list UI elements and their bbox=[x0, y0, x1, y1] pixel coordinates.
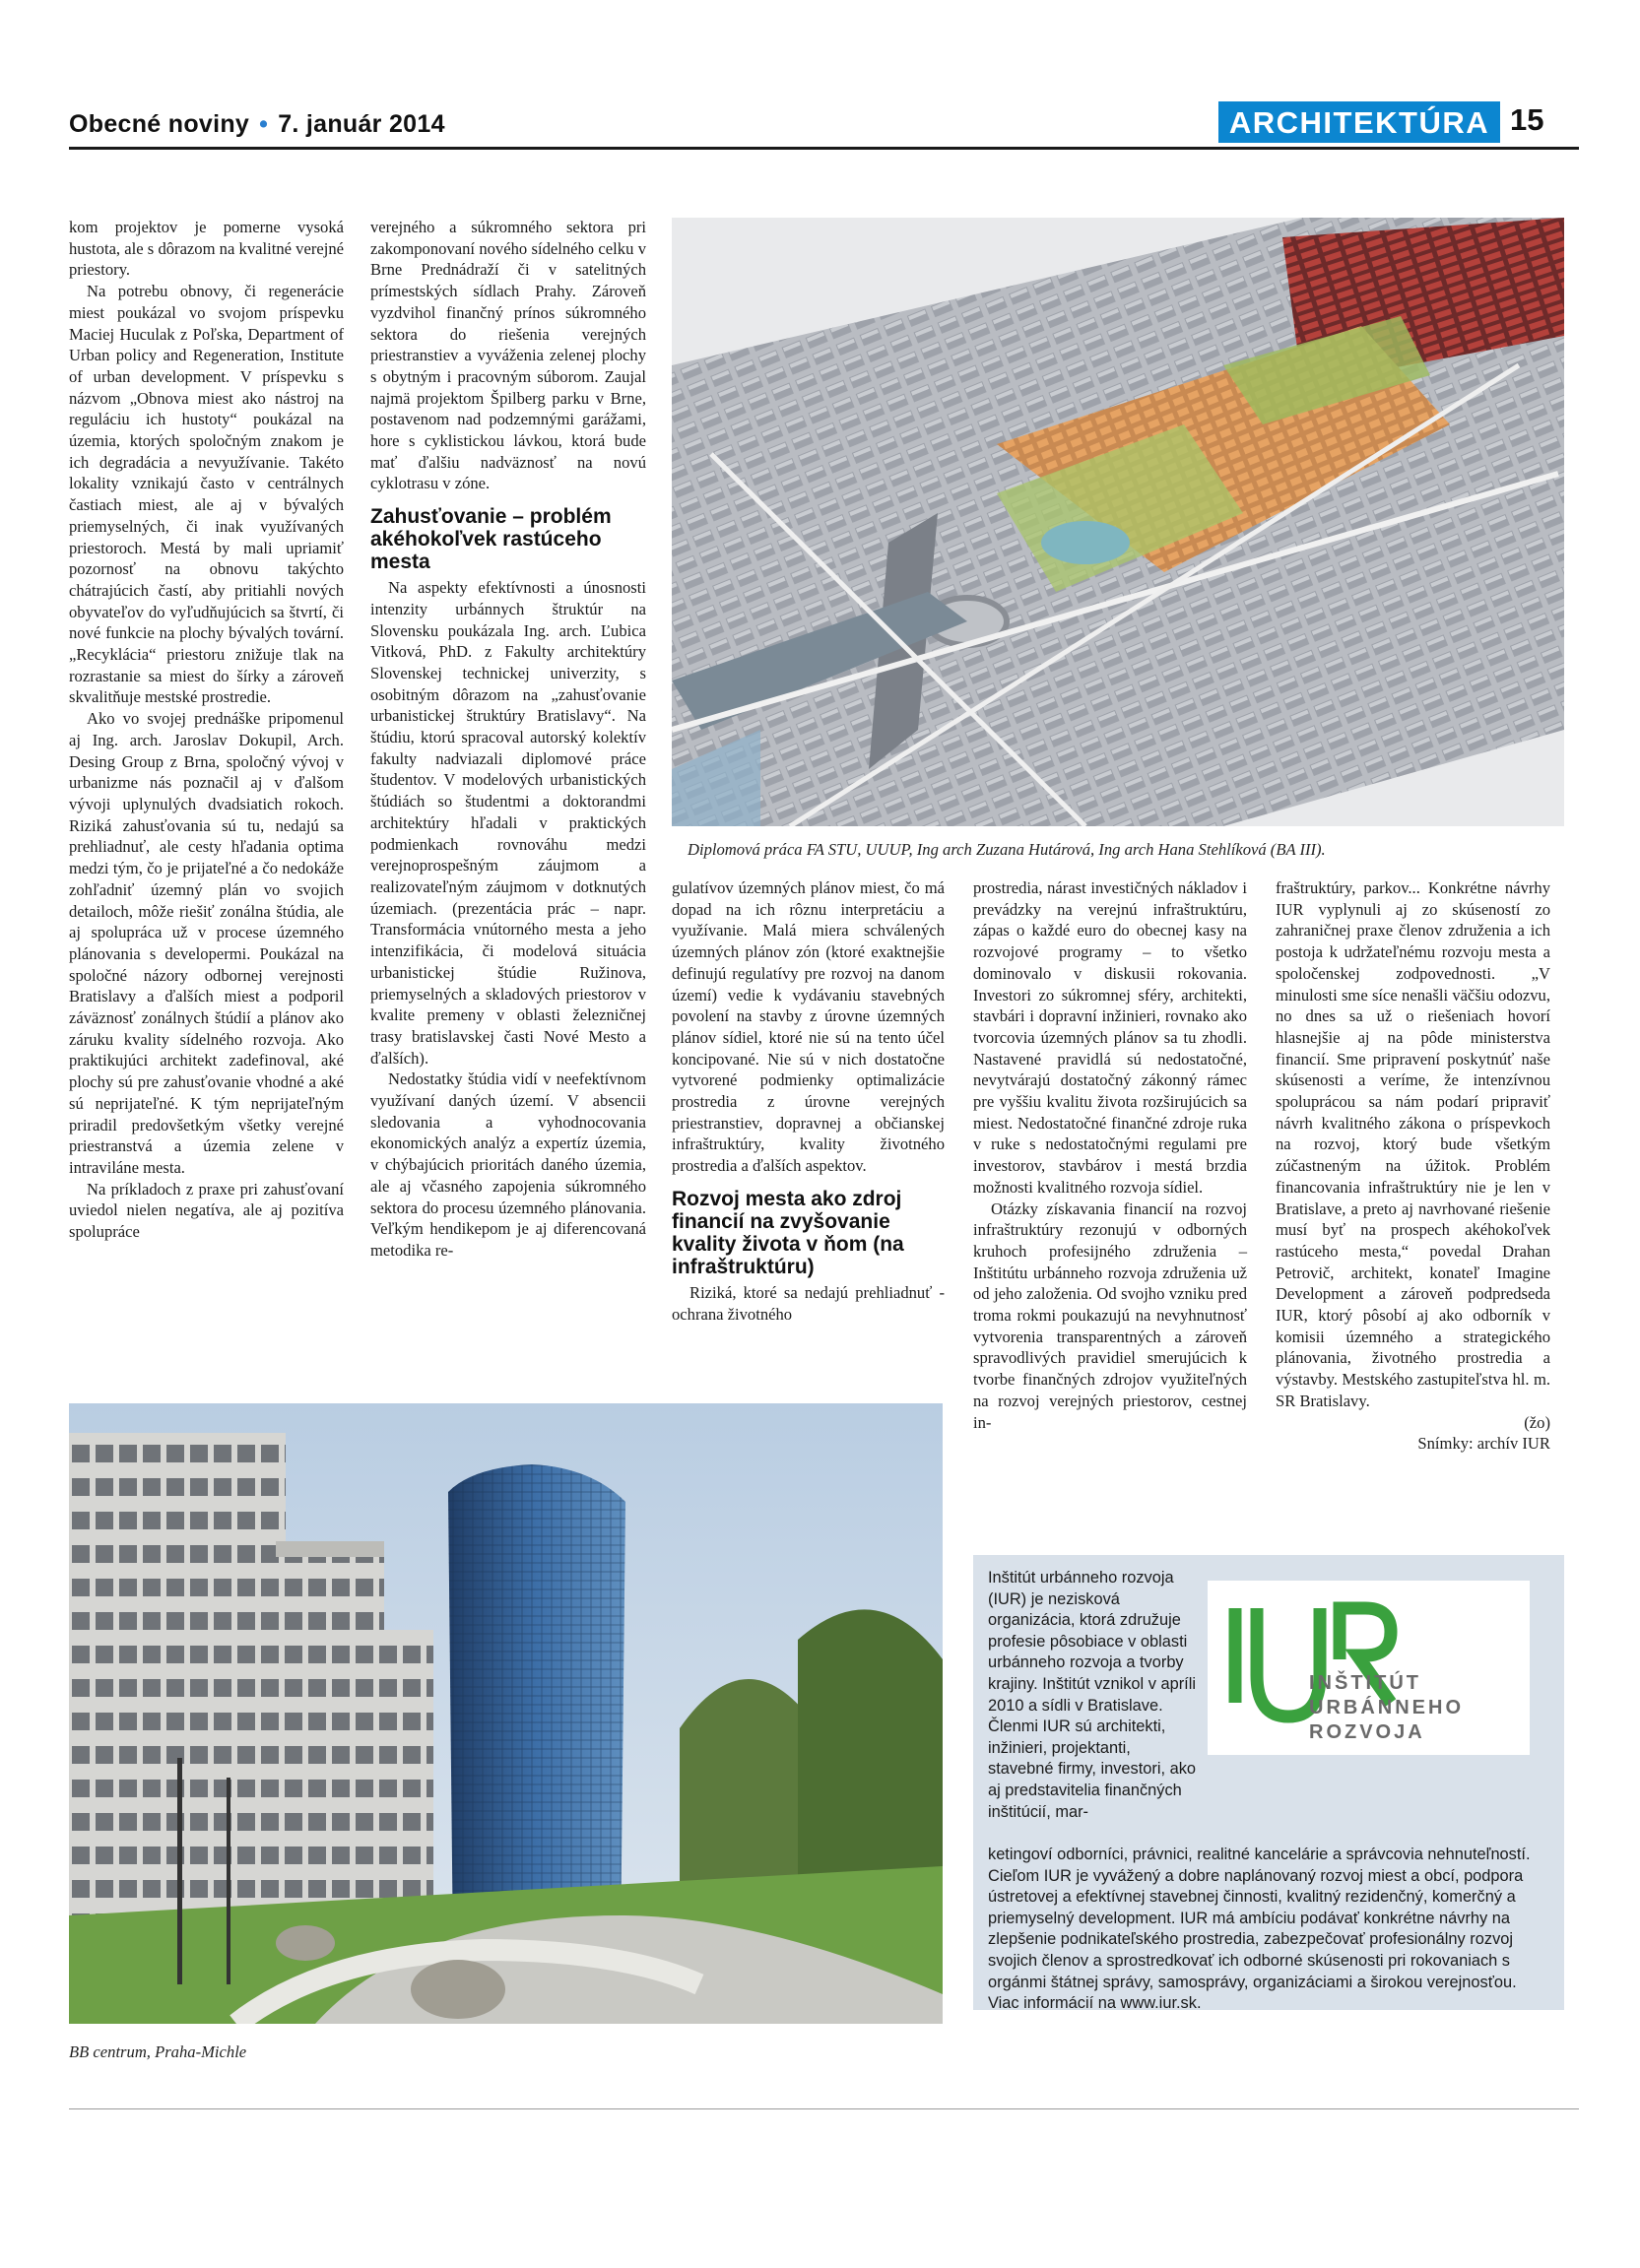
photo-credit: Snímky: archív IUR bbox=[1417, 1434, 1550, 1454]
paragraph: fraštruktúry, parkov... Konkrétne návrhy IUR vyplynuli aj zo skúseností zo zahraničnej praxe členov združenia a ich postoja k udržateľnému rozvoju mesta a spoločenskej zodpovednosti. „V minulosti sme síce nenašli väčšiu odozvu, no dnes sa už o riešeniach hovorí hlasnejšie aj na pôde ministerstva financií. Sme pripravení poskytnúť naše skúsenosti a veríme, že intenzívnou spoluprácou sa nám podarí pripraviť návrh kvalitného zákona o príspevkoch na rozvoj, ktorý bude všetkým zúčastneným na úžitok. Problém financovania infraštruktúry nie je len v Bratislave, a preto aj navrhované riešenie musí byť na prospech akéhokoľvek rastúceho mesta,“ povedal Drahan Petrovič, architekt, konateľ Imagine Development a zároveň podpredseda IUR, ktorý pôsobí aj ako odborník v komisii územného a strategického plánovania, životného prostredia a výstavby. Mestského zastupiteľstva hl. m. SR Bratislavy. bbox=[1276, 878, 1550, 1410]
separator-dot-icon: • bbox=[259, 110, 269, 138]
publication-header bbox=[69, 110, 445, 139]
paragraph: Riziká, ktoré sa nedajú prehliadnuť - ochrana životného bbox=[672, 1282, 945, 1324]
paragraph: prostredia, nárast investičných nákladov i prevádzky na verejnú infraštruktúru, zápas o každé euro do obecnej kasy na rozvojové programy – to všetko dominovalo v diskusii rokovania. Investori zo súkromnej sféry, architekti, stavbári i dopravní inžinieri, rovnako ako tvorcovia územných plánov sa tu zhodli. Nastavené pravidlá sú nedostatočné, nevytvárajú dostatočný zákonný rámec pre vyššiu kvalitu života rozširujúcich sa miest. Nedostatočné finančné zdroje ruka v ruke s nedostatočnými regulami pre investorov, stavbárov i mestá brzdia možnosti kvalitného rozvoja sídiel. bbox=[973, 878, 1247, 1197]
iur-info-text-narrow: Inštitút urbánneho rozvoja (IUR) je nezisková organizácia, ktorá združuje profesie pôsobiace v oblasti urbánneho rozvoja a tvorby krajiny. Inštitút vznikol v apríli 2010 a sídli v Bratislave. Členmi IUR sú architekti, inžinieri, projektanti, stavebné firmy, investori, ako aj predstavitelia finančných inštitúcií, mar- bbox=[988, 1569, 1197, 1821]
paragraph: gulatívov územných plánov miest, čo má dopad na ich rôznu interpretáciu a využívanie. Malá miera schválených územných plánov zón (ktoré exaktnejšie definujú regulatívy pre rozvoj na danom území) vedie k vydávaniu stavebných povolení na stavby z úrovne územných plánov sídiel, ktoré nie sú na tento účel koncipované. Nie sú v nich dostatočne vytvorené podmienky optimalizácie prostredia z úrovne verejných priestranstiev, dopravnej a občianskej infraštruktúry, kvality životného prostredia a ďalších aspektov. bbox=[672, 878, 945, 1176]
author-signature: (žo) bbox=[1524, 1412, 1550, 1432]
logo-line: ROZVOJA bbox=[1309, 1721, 1425, 1743]
section-heading: Rozvoj mesta ako zdroj financií na zvyšovanie kvality života v ňom (na infraštruktúru) bbox=[672, 1187, 904, 1278]
photo-caption: BB centrum, Praha-Michle bbox=[69, 2042, 247, 2061]
paragraph: Ako vo svojej prednáške pripomenul aj Ing. arch. Jaroslav Dokupil, Arch. Desing Group z Brna, spoločný vývoj v urbanizme nás poznačil aj v ďalšom vývoji uplynulých dvadsiatich rokoch. Riziká zahusťovania sú tu, nedajú sa prehliadnuť, ale cesty hľadania optima medzi tým, čo je prijateľné a čo nedokáže zohľadniť územný plán vo svojich detailoch, môže riešiť zonálna štúdia, ale aj spolupráca už v procese územného plánovania s developermi. Poukázal na spoločné názory odbornej verejnosti Bratislavy a ďalších miest a podporil záväznosť zonálnych štúdií a plánov ako záruku kvality sídelného rozvoja. Ako praktikujúci architekt zadefinoval, aké plochy sú pre zahusťovanie vhodné a aké sú neprijateľné. K tým neprijateľným priradil predovšetkým všetky verejné priestranstvá a územia zelene v intraviláne mesta. bbox=[69, 709, 344, 1177]
paragraph: Na potrebu obnovy, či regenerácie miest poukázal vo svojom príspevku Maciej Huculak z Poľska, Department of Urban policy and Regeneration, Institute of urban development. V príspevku s názvom „Obnova miest ako nástroj na reguláciu ich hustoty“ poukázal na územia, ktorých spoločným znakom je ich degradácia a nevyužívanie. Takéto lokality vznikajú často v centrálnych častiach miest, ale aj v bývalých priemyselných, či inak využívaných priestoroch. Mestá by mali upriamiť pozornosť na obnovu takýchto chátrajúcich častí, aby pritiahli nových obyvateľov do vyľudňujúcich sa štvrtí, či nové funkcie na plochy bývalých tovární. „Recyklácia“ priestoru znižuje tlak na rozrastanie sa miest do šírky a zároveň skvalitňuje mestské prostredie. bbox=[69, 282, 344, 707]
header-rule bbox=[69, 147, 1579, 150]
logo-wordmark bbox=[1309, 1671, 1464, 1745]
article-column-1 bbox=[69, 217, 344, 1243]
aerial-plan-image bbox=[672, 218, 1564, 826]
article-column-3 bbox=[672, 877, 945, 1325]
footer-rule bbox=[69, 2108, 1579, 2109]
section-heading: Zahusťovanie – problém akéhokoľvek rastúceho mesta bbox=[370, 505, 612, 574]
article-column-4 bbox=[973, 877, 1247, 1433]
paragraph: Na aspekty efektívnosti a únosnosti intenzity urbánnych štruktúr na Slovensku poukázala Ing. arch. Ľubica Vitková, PhD. z Fakulty architektúry Slovenskej technickej univerzity, s osobitným dôrazom na „zahusťovanie urbanistickej štruktúry Bratislavy“. Na štúdiu, ktorú spracoval autorský kolektív fakulty nadviazali diplomové práce študentov. V modelových urbanistických štúdiách so študentmi a doktorandmi architektúry hľadali v praktických podmienkach rovnováhu medzi verejnoprospešným záujmom a realizovateľným záujmom v dotknutých územiach. (prezentácia prác – napr. Transformácia vnútorného mesta a jeho intenzifikácia, či modelová situácia urbanistickej štúdie Ružinova, priemyselných a skladových priestorov v kvalite premeny v oblasti železničnej trasy bratislavskej časti Nové Mesto a ďalších). bbox=[370, 578, 646, 1068]
paragraph: Nedostatky štúdia vidí v neefektívnom využívaní daných území. V absencii sledovania a vyhodnocovania ekonomických analýz a expertíz územia, v chýbajúcich prioritách daného územia, ale aj včasného zapojenia súkromného sektora do procesu územného plánovania. Veľkým hendikepom je aj diferencovaná metodika re- bbox=[370, 1069, 646, 1260]
iur-logo bbox=[1208, 1581, 1530, 1755]
aerial-caption: Diplomová práca FA STU, UUUP, Ing arch Zuzana Hutárová, Ing arch Hana Stehlíková (BA III). bbox=[688, 840, 1326, 859]
page-number: 15 bbox=[1510, 102, 1544, 137]
logo-line: INŠTITÚT bbox=[1309, 1672, 1421, 1694]
article-column-2 bbox=[370, 217, 646, 1262]
article-column-5 bbox=[1276, 877, 1550, 1455]
paragraph: Otázky získavania financií na rozvoj infraštruktúry rezonujú v odborných kruhoch profesijného združenia – Inštitútu urbánneho rozvoja združenia už od jeho založenia. Od svojho vzniku pred troma rokmi poukazujú na nevyhnutnosť vytvorenia transparentných a zároveň spravodlivých pravidiel smerujúcich k tvorbe finančných zdrojov využiteľných na rozvoj verejných priestorov, cestnej in- bbox=[973, 1199, 1247, 1432]
publication-name: Obecné noviny bbox=[69, 110, 250, 138]
section-tag: ARCHITEKTÚRA bbox=[1218, 101, 1500, 143]
paragraph: kom projektov je pomerne vysoká hustota, ale s dôrazom na kvalitné verejné priestory. bbox=[69, 218, 344, 280]
iur-info-text-wide: ketingoví odborníci, právnici, realitné kancelárie a správcovia nehnuteľností. Cieľom IUR je vyvážený a dobre naplánovaný rozvoj miest a obcí, podpora ústretovej a efektívnej stavebnej činnosti, kvalitný rezidenčný, komerčný a priemyselný development. IUR má ambíciu podávať konkrétne návrhy na zlepšenie podnikateľského prostredia, zabezpečovať profesionálny rozvoj svojich členov a sprostredkovať ich odborné skúsenosti pri rokovaniach s orgánmi štátnej správy, samosprávy, organizáciami a širokou verejnosťou. Viac informácií na www.iur.sk. bbox=[988, 1846, 1531, 2013]
logo-line: URBÁNNEHO bbox=[1309, 1697, 1464, 1718]
building-photo bbox=[69, 1403, 943, 2024]
paragraph: Na príkladoch z praxe pri zahusťovaní uviedol nielen negatíva, ale aj pozitíva spolupráce bbox=[69, 1179, 344, 1242]
paragraph: verejného a súkromného sektora pri zakomponovaní nového sídelného celku v Brne Prednádraží či v satelitných prímestských sídlach Prahy. Zároveň vyzdvihol finančný prínos súkromného sektora do riešenia verejných priestranstiev a vyváženia zelenej plochy s obytným i pracovným súborom. Zaujal najmä projektom Špilberg parku v Brne, postavenom nad podzemnými garážami, hore s cyklistickou lávkou, ktorá bude mať ďalšiu nadväznosť na novú cyklotrasu v zóne. bbox=[370, 218, 646, 493]
issue-date: 7. január 2014 bbox=[278, 110, 445, 138]
